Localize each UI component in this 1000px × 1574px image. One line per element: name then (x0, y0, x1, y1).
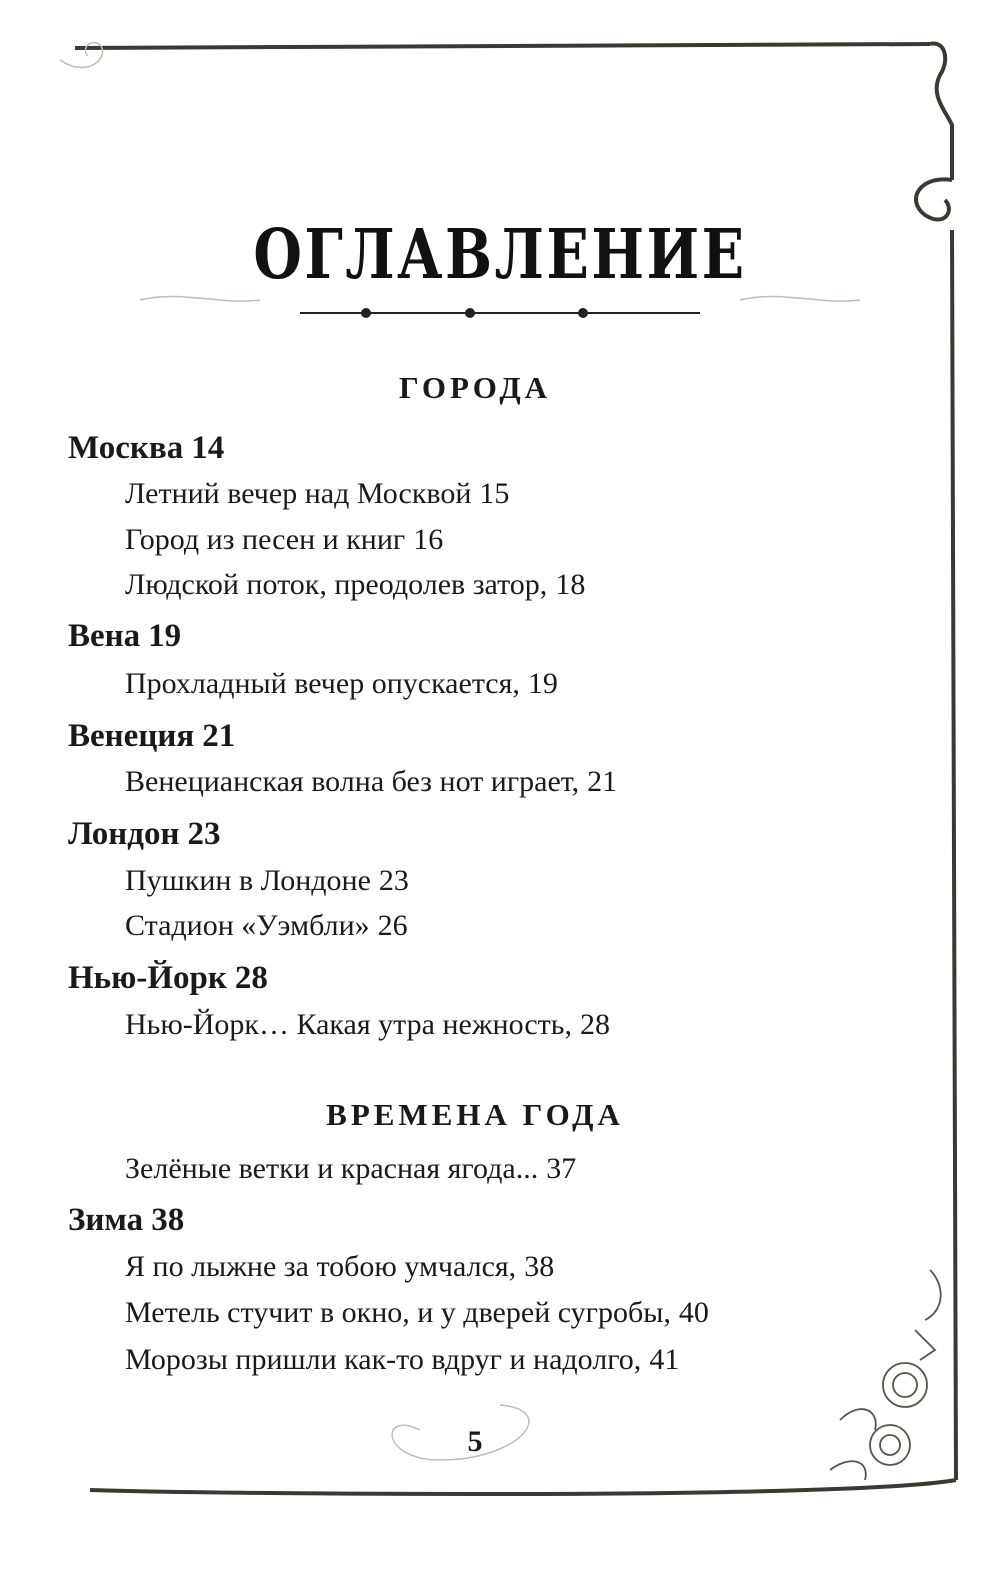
toc-entry-title: Нью-Йорк… Какая утра нежность, (125, 1008, 572, 1041)
toc-entry-title: Я по лыжне за тобою умчался, (125, 1250, 517, 1283)
toc-entry-page: 26 (377, 909, 408, 942)
toc-entry-title: Зима (68, 1202, 144, 1238)
toc-entry-title: Вена (68, 618, 141, 654)
toc-entry-title: Летний вечер над Москвой (125, 477, 472, 510)
toc-entry-page: 18 (555, 568, 586, 601)
toc-entry-page: 14 (191, 430, 225, 466)
toc-entry-title: Прохладный вечер опускается, (125, 667, 520, 700)
toc-entry-title: Венеция (68, 718, 195, 754)
toc-entry-title: Морозы пришли как-то вдруг и надолго, (125, 1343, 642, 1376)
toc-entry-page: 38 (151, 1202, 185, 1238)
toc-entry-title: Лондон (68, 816, 180, 852)
toc-entry-page: 28 (234, 960, 268, 996)
toc-entry-page: 38 (524, 1250, 555, 1283)
toc-entry-page: 16 (413, 523, 444, 556)
toc-entry-page: 23 (187, 816, 221, 852)
title-divider (300, 298, 700, 328)
page-number: 5 (467, 1425, 483, 1458)
toc-entry-page: 37 (546, 1152, 577, 1185)
toc-entry-page: 21 (587, 765, 618, 798)
toc-entry-page: 23 (378, 864, 409, 897)
section-heading-cities: ГОРОДА (398, 370, 552, 405)
toc-entry-page: 19 (527, 667, 558, 700)
toc-entry-page: 41 (649, 1343, 680, 1376)
toc-entry-title: Метель стучит в окно, и у дверей сугробы, (125, 1296, 671, 1329)
toc-entry-title: Людской поток, преодолев затор, (125, 568, 548, 601)
toc-entry-page: 15 (479, 477, 510, 510)
page-title: ОГЛАВЛЕНИЕ (253, 215, 747, 295)
toc-entry-title: Стадион «Уэмбли» (125, 909, 370, 942)
section-heading-seasons: ВРЕМЕНА ГОДА (326, 1097, 624, 1132)
toc-entry-page: 40 (678, 1296, 709, 1329)
toc-entry-title: Пушкин в Лондоне (125, 864, 371, 897)
toc-entry-page: 21 (202, 718, 236, 754)
toc-entry-title: Нью-Йорк (68, 960, 227, 996)
toc-entry-title: Москва (68, 430, 184, 466)
toc-entry-title: Венецианская волна без нот играет, (125, 765, 580, 798)
toc-entry-page: 19 (148, 618, 182, 654)
toc-entry-page: 28 (579, 1008, 610, 1041)
toc-entry-title: Зелёные ветки и красная ягода... (125, 1152, 539, 1185)
toc-entry-title: Город из песен и книг (125, 523, 406, 556)
